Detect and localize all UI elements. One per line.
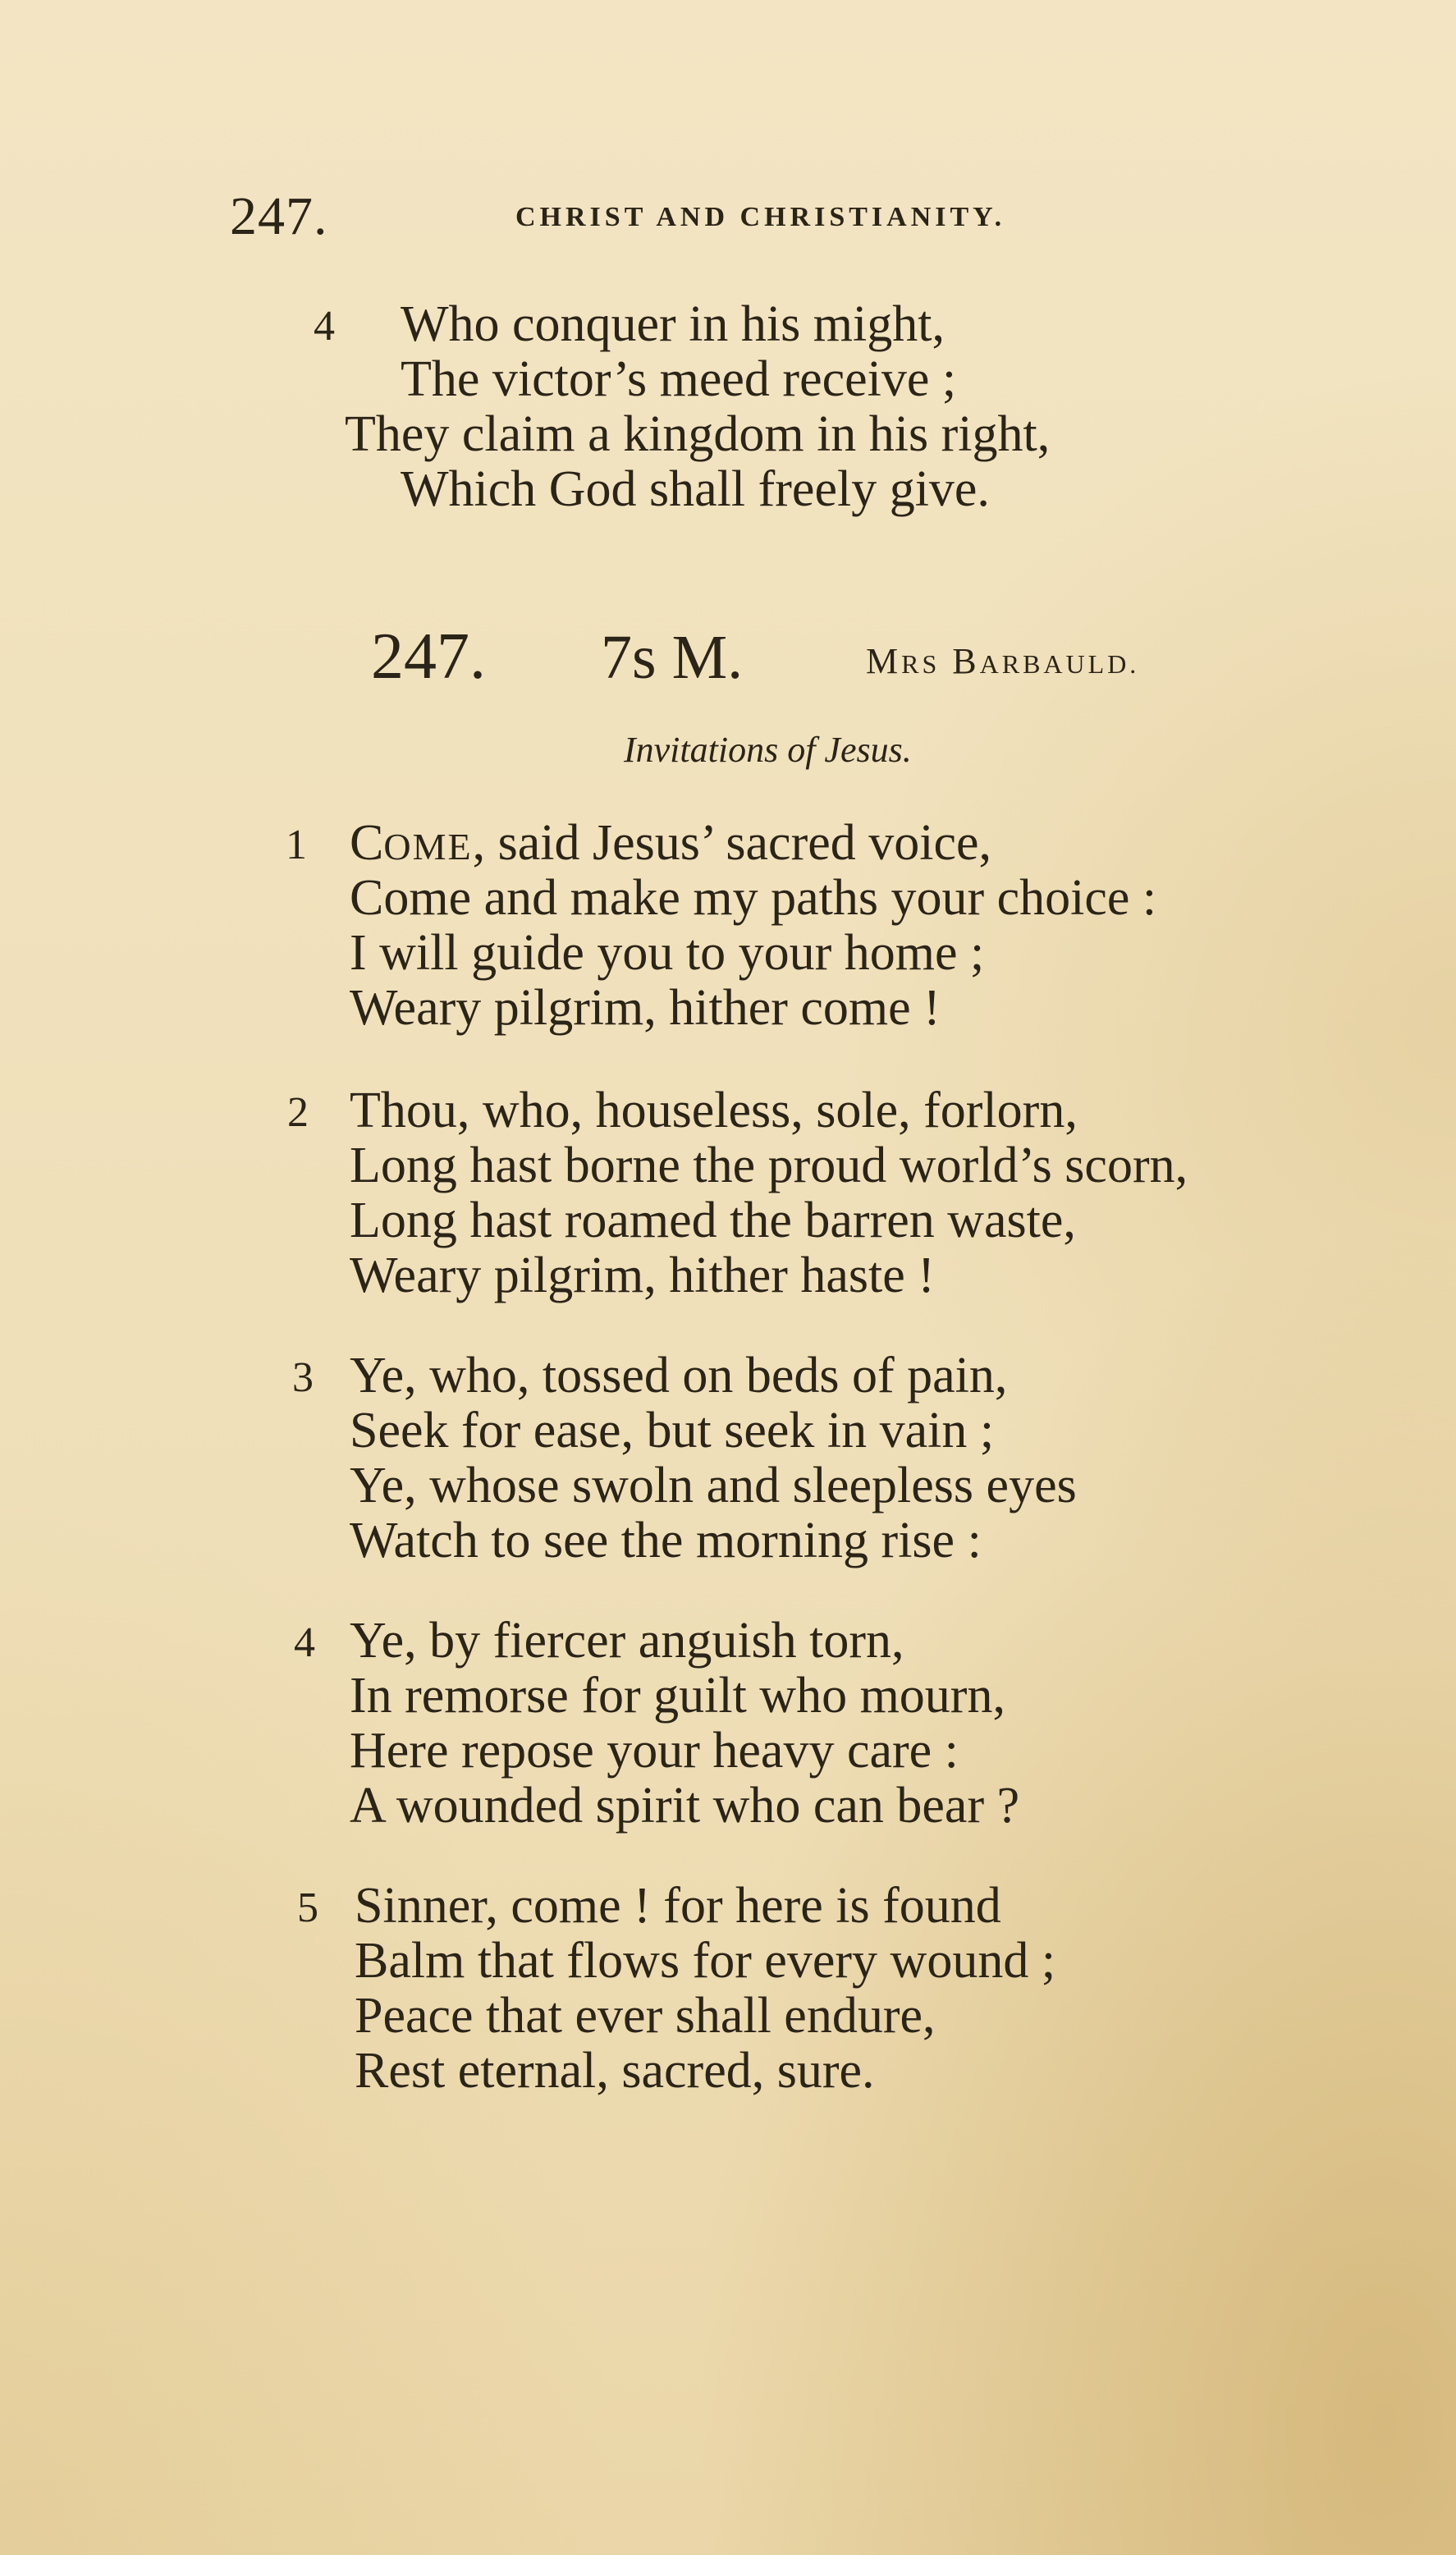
stanza-line: Long hast roamed the barren waste, [350,1193,1076,1248]
first-line-rest: , said Jesus’ sacred voice, [472,815,992,871]
running-title: CHRIST AND CHRISTIANITY. [515,202,1006,232]
stanza-number: 5 [297,1884,318,1931]
stanza-line: Peace that ever shall endure, [355,1988,936,2044]
stanza-number: 4 [294,1619,315,1666]
stanza-line: Ye, whose swoln and sleepless eyes [350,1458,1077,1513]
stanza-line: A wounded spirit who can bear ? [350,1778,1020,1834]
stanza-line: Weary pilgrim, hither haste ! [350,1248,935,1303]
prev-stanza-line: Which God shall freely give. [401,461,990,517]
stanza-line [350,814,991,872]
stanza-line: Here repose your heavy care : [350,1723,959,1779]
stanza-line: Long hast borne the proud world’s scorn, [350,1138,1188,1193]
stanza-line: Rest eternal, sacred, sure. [355,2043,875,2099]
stanza-line: Ye, by fiercer anguish torn, [350,1613,904,1669]
author-name-smallcaps: ARBAULD. [979,649,1140,679]
prev-stanza-number: 4 [314,303,335,350]
stanza-line: Balm that flows for every wound ; [355,1933,1056,1989]
stanza-line: Weary pilgrim, hither come ! [350,980,941,1036]
hymn-number: 247. [371,620,486,693]
hymn-subtitle: Invitations of Jesus. [624,730,912,770]
stanza-line: In remorse for guilt who mourn, [350,1668,1005,1724]
stanza-number: 2 [287,1089,309,1136]
stanza-line: Sinner, come ! for here is found [355,1878,1001,1934]
stanza-number: 3 [292,1354,314,1401]
stanza-line: Ye, who, tossed on beds of pain, [350,1348,1008,1403]
stanza-line: Seek for ease, but seek in vain ; [350,1403,995,1458]
prev-stanza-line: Who conquer in his might, [401,296,945,352]
page-number: 247. [230,186,328,246]
first-word-initial: C [350,815,384,871]
hymn-meter: 7s M. [601,623,744,692]
author-initial: B [952,641,980,681]
stanza-line: I will guide you to your home ; [350,925,985,981]
prev-stanza-line: They claim a kingdom in his right, [345,406,1051,462]
hymn-author [866,640,1139,682]
stanza-line: Watch to see the morning rise : [350,1513,982,1568]
stanza-line: Thou, who, houseless, sole, forlorn, [350,1083,1078,1138]
author-prefix-smallcaps: RS [901,649,941,679]
prev-stanza-line: The victor’s meed receive ; [401,351,957,407]
stanza-number: 1 [286,822,307,868]
stanza-line: Come and make my paths your choice : [350,870,1157,926]
author-prefix: M [866,641,902,681]
first-word-smallcaps: OME [383,826,473,868]
